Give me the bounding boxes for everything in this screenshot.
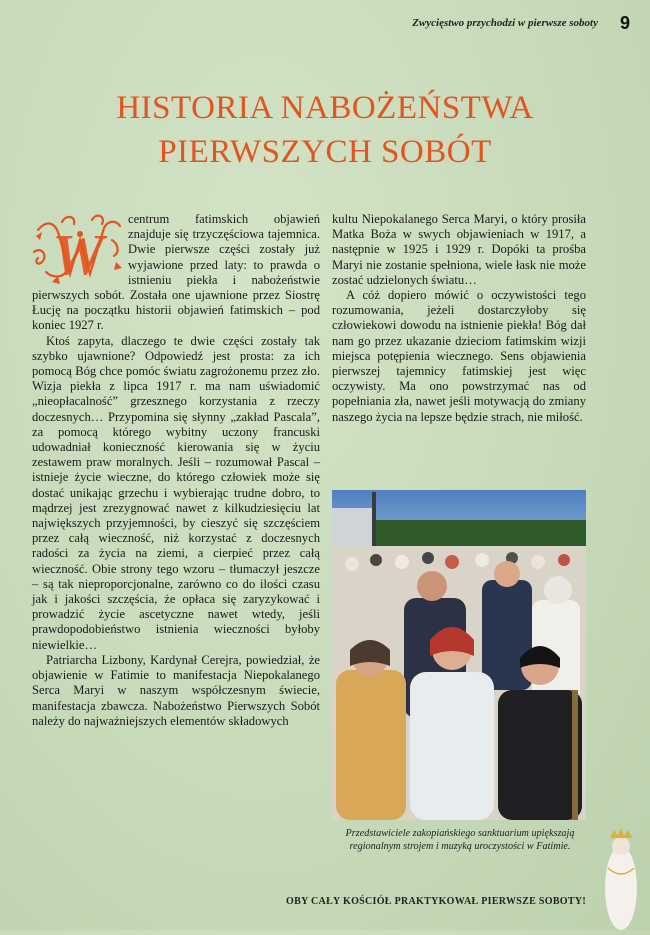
footer-slogan: OBY CAŁY KOŚCIÓŁ PRAKTYKOWAŁ PIERWSZE SOBOTY! bbox=[286, 896, 586, 907]
ornamental-w-icon bbox=[32, 212, 124, 286]
photo-caption: Przedstawiciele zakopiańskiego sanktuarium upiększają regionalnym strojem i muzyką uroczystości w Fatimie. bbox=[345, 828, 575, 852]
drop-cap-letter: W bbox=[52, 222, 104, 286]
paragraph: kultu Niepokalanego Serca Maryi, o który prosiła Matka Boża w swych objawieniach w 1917, a następnie w 1925 i 1929 r. Dopóki ta prośba Maryi nie zostanie spełniona, wiele łask nie może zostać udzielonych światu… bbox=[332, 212, 586, 287]
paragraph: Patriarcha Lizbony, Kardynał Cerejra, powiedział, że objawienie w Fatimie to manifestacja Niepokalanego Serca Maryi w naszym współczesnym świecie, manifestacja zbawcza. Nabożeństwo Pierwszych Sobót należy do najważniejszych elementów składowych bbox=[32, 652, 320, 728]
title-line-1: HISTORIA NABOŻEŃSTWA bbox=[116, 90, 534, 127]
statue-decoration bbox=[594, 828, 644, 930]
right-column bbox=[332, 212, 586, 425]
article-title bbox=[60, 86, 590, 174]
running-title: Zwycięstwo przychodzi w pierwsze soboty bbox=[412, 17, 598, 29]
paragraph: A cóż dopiero mówić o oczywistości tego rozumowania, jeżeli dostarczyłoby się człowiekowi dowodu na istnienie piekła! Bóg dał nam go przez ukazanie dzieciom fatimskim wizji miejsca potępienia wiecznego. Sens objawienia pierwszej tajemnicy fatimskiej jest więc oczywisty. Ma ono powstrzymać nas od popełniania zła, nawet jeśli motywacją do zmiany naszego życia na lepsze będzie strach, nie miłość. bbox=[332, 288, 586, 424]
page-header bbox=[330, 10, 630, 36]
page-number: 9 bbox=[619, 12, 630, 33]
paragraph: centrum fatimskich objawień znajduje się trzyczęściowa tajemnica. Dwie pierwsze części zostały już wyjawione przed laty: to prawda o istnieniu piekła i nabożeństwie pierwszych sobót. Została one ujawnione przez Siostrę Łucję na początku historii objawień fatimskich – pod koniec 1927 r. bbox=[32, 212, 320, 333]
photo-illustration bbox=[332, 490, 586, 820]
title-line-2: PIERWSZYCH SOBÓT bbox=[158, 134, 492, 171]
statue-icon bbox=[594, 828, 644, 930]
paragraph: Ktoś zapyta, dlaczego te dwie części zostały tak szybko ujawnione? Odpowiedź jest prosta: za ich pomocą Bóg chce pomóc światu zagrożonemu przez zło. Wizja piekła z lipca 1917 r. ma nam uświadomić „nieopłacalność” grzesznego korzystania z rzeczy doczesnych… Przypomina się słynny „zakład Pascala”, za pomocą którego wybitny uczony francuski udowadniał konieczność kierowania się w życiu zestawem praw moralnych. Jeśli – rozumował Pascal – istnieje życie wieczne, do którego człowiek może się dostać unikając grzechu i wybierając trudne dobro, to mądrzej jest zrezygnować nawet z kilkudziesięciu lat największych przyjemności, by cieszyć się szczęściem przez całą wieczność, niż korzystać z doczesnych radości za życia na ziemi, a cierpieć przez całą wieczność. Obie strony tego wzoru – tłumaczył jeszcze – są tak nieproporcjonalne, zarówno co do ilości czasu jak i jakości szczęścia, że opłaca się zaryzykować i prowadzić życie ascetyczne nawet wtedy, jeśli prawdopodobieństwo istnienia wieczności byłoby niewielkie… bbox=[32, 333, 320, 652]
left-column bbox=[32, 212, 320, 729]
drop-cap-ornament bbox=[32, 212, 124, 286]
fatima-crowd-photo bbox=[332, 490, 586, 820]
